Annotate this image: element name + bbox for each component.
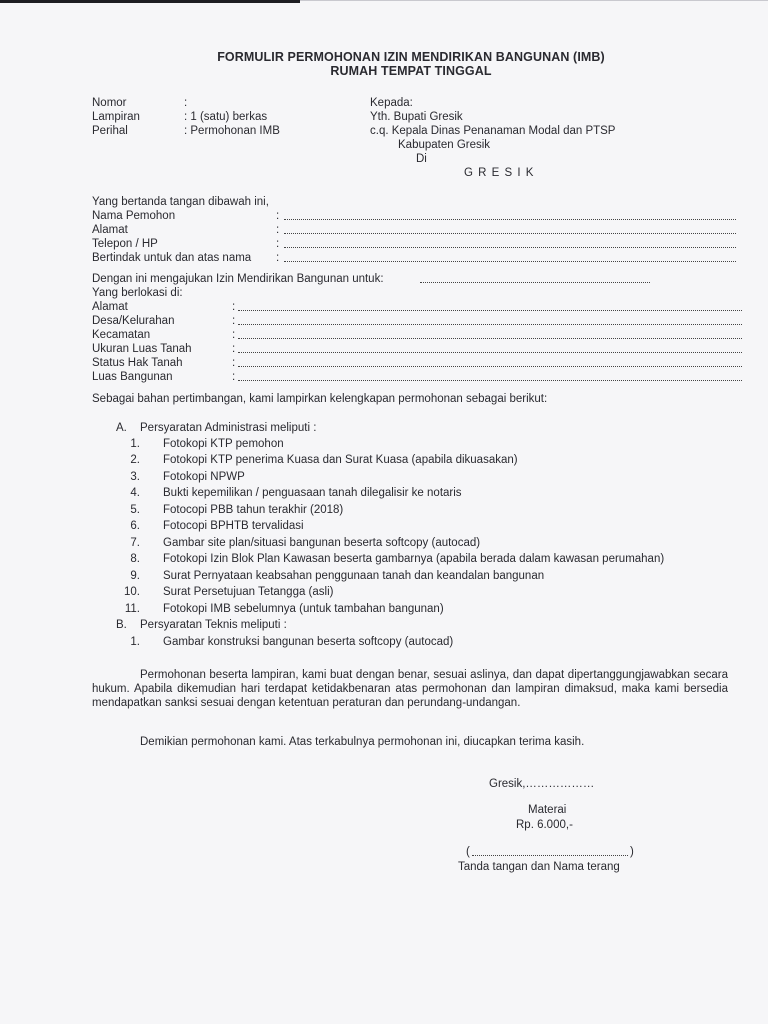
- nomor-label: Nomor: [92, 97, 127, 109]
- field-label: Bertindak untuk dan atas nama: [92, 252, 252, 264]
- request-purpose-line[interactable]: [420, 272, 650, 283]
- item-text: Fotocopi PBB tahun terakhir (2018): [163, 504, 344, 516]
- field-label: Ukuran Luas Tanah: [92, 343, 192, 355]
- item-text: Bukti kepemilikan / penguasaan tanah dilegalisir ke notaris: [163, 487, 462, 499]
- form-subtitle: RUMAH TEMPAT TINGGAL: [330, 64, 492, 78]
- fill-line[interactable]: [238, 342, 742, 353]
- item-number: 7.: [130, 537, 140, 549]
- signature-open-paren: (: [466, 846, 470, 858]
- item-text: Fotocopi BPHTB tervalidasi: [163, 520, 304, 532]
- section-a-letter: A.: [116, 422, 127, 434]
- item-number: 6.: [130, 520, 140, 532]
- field-colon: :: [232, 329, 236, 341]
- lampiran-label: Lampiran: [92, 111, 140, 123]
- field-label: Luas Bangunan: [92, 371, 173, 383]
- item-number: 8.: [130, 553, 140, 565]
- place-date: Gresik,………………: [489, 778, 595, 790]
- lampiran-value: : 1 (satu) berkas: [184, 111, 268, 123]
- item-number: 10.: [124, 586, 140, 598]
- fill-line[interactable]: [284, 223, 736, 234]
- signature-close-paren: ): [630, 846, 634, 858]
- item-text: Fotokopi Izin Blok Plan Kawasan beserta gambarnya (apabila berada dalam kawasan perumahan): [163, 553, 665, 565]
- item-text: Fotokopi KTP pemohon: [163, 438, 284, 450]
- recipient-city: G R E S I K: [464, 167, 535, 179]
- field-label: Telepon / HP: [92, 238, 158, 250]
- fill-line[interactable]: [238, 314, 742, 325]
- field-colon: :: [232, 371, 236, 383]
- item-text: Fotokopi KTP penerima Kuasa dan Surat Kuasa (apabila dikuasakan): [163, 454, 518, 466]
- item-number: 2.: [130, 454, 140, 466]
- section-b-letter: B.: [116, 619, 127, 631]
- item-text: Surat Persetujuan Tetangga (asli): [163, 586, 334, 598]
- perihal-label: Perihal: [92, 125, 128, 137]
- field-colon: :: [276, 252, 280, 264]
- materai-amount: Rp. 6.000,-: [516, 819, 573, 831]
- section-a-title: Persyaratan Administrasi meliputi :: [140, 422, 317, 434]
- section-b-title: Persyaratan Teknis meliputi :: [140, 619, 287, 631]
- signature-line[interactable]: [472, 845, 628, 856]
- item-text: Gambar site plan/situasi bangunan beserta softcopy (autocad): [163, 537, 481, 549]
- closing-thanks: Demikian permohonan kami. Atas terkabulnya permohonan ini, diucapkan terima kasih.: [140, 736, 585, 748]
- field-label: Kecamatan: [92, 329, 151, 341]
- field-colon: :: [232, 315, 236, 327]
- request-located: Yang berlokasi di:: [92, 287, 183, 299]
- fill-line[interactable]: [238, 328, 742, 339]
- fill-line[interactable]: [238, 356, 742, 367]
- fill-line[interactable]: [284, 209, 736, 220]
- item-number: 5.: [130, 504, 140, 516]
- applicant-intro: Yang bertanda tangan dibawah ini,: [92, 196, 269, 208]
- field-label: Alamat: [92, 301, 128, 313]
- nomor-value: :: [184, 97, 188, 109]
- field-colon: :: [232, 301, 236, 313]
- item-number: 11.: [124, 603, 140, 615]
- field-colon: :: [276, 238, 280, 250]
- field-label: Status Hak Tanah: [92, 357, 183, 369]
- field-colon: :: [232, 357, 236, 369]
- item-number: 9.: [130, 570, 140, 582]
- recipient-yth: Yth. Bupati Gresik: [370, 111, 463, 123]
- field-label: Nama Pemohon: [92, 210, 176, 222]
- item-text: Surat Pernyataan keabsahan penggunaan tanah dan keandalan bangunan: [163, 570, 545, 582]
- recipient-kabupaten: Kabupaten Gresik: [398, 139, 491, 151]
- perihal-value: : Permohonan IMB: [184, 125, 280, 137]
- attachments-intro: Sebagai bahan pertimbangan, kami lampirkan kelengkapan permohonan sebagai berikut:: [92, 393, 548, 405]
- field-colon: :: [276, 210, 280, 222]
- item-text: Gambar konstruksi bangunan beserta softcopy (autocad): [163, 636, 454, 648]
- field-label: Desa/Kelurahan: [92, 315, 175, 327]
- fill-line[interactable]: [238, 300, 742, 311]
- request-intro: Dengan ini mengajukan Izin Mendirikan Bangunan untuk:: [92, 273, 384, 285]
- form-title: FORMULIR PERMOHONAN IZIN MENDIRIKAN BANGUNAN (IMB): [217, 50, 605, 64]
- item-number: 1.: [130, 636, 140, 648]
- signature-caption: Tanda tangan dan Nama terang: [458, 861, 620, 873]
- item-text: Fotokopi IMB sebelumnya (untuk tambahan bangunan): [163, 603, 444, 615]
- fill-line[interactable]: [284, 251, 736, 262]
- field-colon: :: [276, 224, 280, 236]
- fill-line[interactable]: [238, 370, 742, 381]
- field-colon: :: [232, 343, 236, 355]
- materai-label: Materai: [528, 804, 567, 816]
- recipient-di: Di: [416, 153, 427, 165]
- item-number: 3.: [130, 471, 140, 483]
- item-number: 1.: [130, 438, 140, 450]
- field-label: Alamat: [92, 224, 128, 236]
- kepada-label: Kepada:: [370, 97, 413, 109]
- item-text: Fotokopi NPWP: [163, 471, 245, 483]
- item-number: 4.: [130, 487, 140, 499]
- recipient-cq: c.q. Kepala Dinas Penanaman Modal dan PTSP: [370, 125, 616, 137]
- closing-paragraph: Permohonan beserta lampiran, kami buat dengan benar, sesuai aslinya, dan dapat dipertanggungjawabkan secara hukum. Apabila dikemudian hari terdapat ketidakbenaran atas permohonan dan lampiran dimaksud, maka kami bersedia mendapatkan sanksi sesuai dengan ketentuan peraturan dan perundang-undangan.: [92, 669, 728, 709]
- fill-line[interactable]: [284, 237, 736, 248]
